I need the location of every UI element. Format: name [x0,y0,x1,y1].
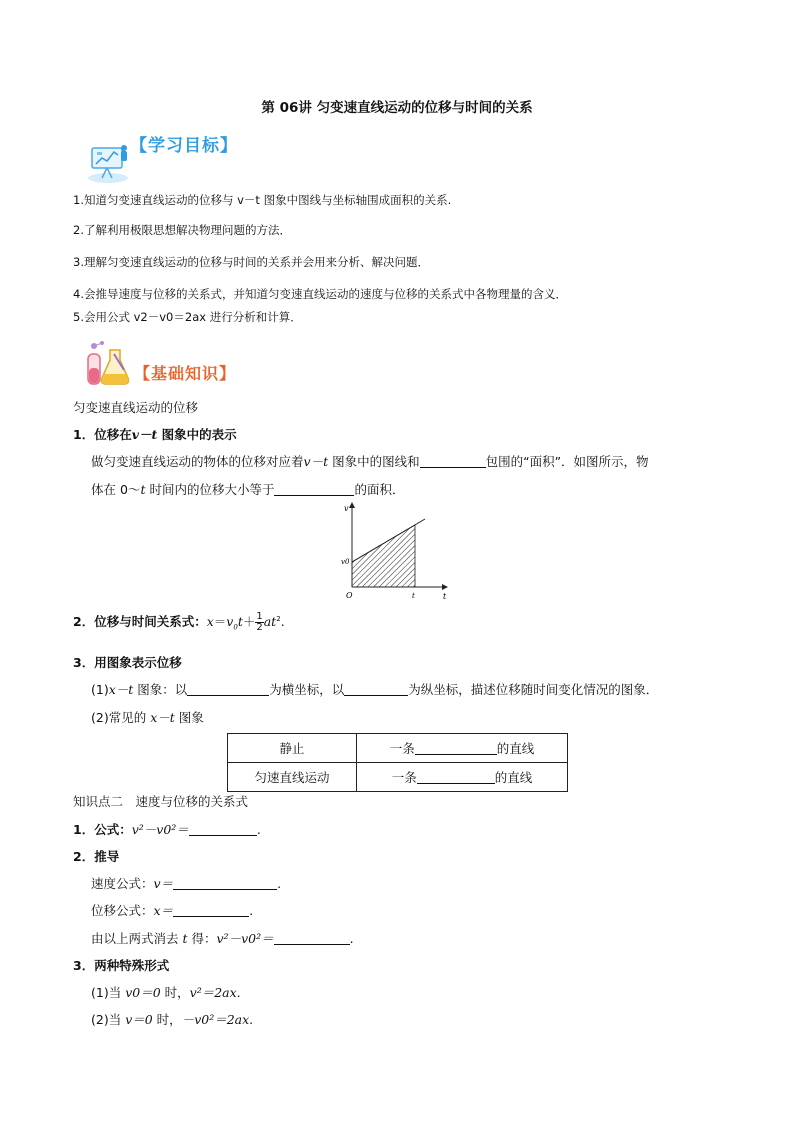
goal-item-1: 1.知道匀变速直线运动的位移与 v－t 图象中图线与坐标轴围成面积的关系. [73,193,452,207]
fraction-one-half: $\frac{1}{2}$ [256,611,263,633]
goal-item-2: 2.了解利用极限思想解决物理问题的方法． [73,223,291,237]
point-3-line-1: (1)x－t 图象：以 为横坐标，以 为纵坐标，描述位移随时间变化情况的图象． [91,682,659,697]
goal-item-5: 5.会用公式 v2－v0＝2ax 进行分析和计算． [73,310,302,324]
v-axis-label: v [344,504,349,513]
blank-formula [189,823,257,836]
knowledge-point-2-heading: 知识点二 速度与位移的关系式 [73,794,249,809]
table-cell-desc: 一条 的直线 [357,734,568,763]
displacement-formula-line: 位移公式：x＝ . [91,903,254,918]
point-1-line-2: 体在 0～t 时间内的位移大小等于 的面积． [91,482,405,497]
table-row [228,763,568,792]
point-3-line-2: (2)常见的 x－t 图象 [91,710,204,725]
velocity-formula-line: 速度公式：v＝ . [91,876,282,891]
table-row [228,734,568,763]
blank-horizontal-axis [187,683,269,696]
v0-label: v0 [341,558,350,566]
origin-label: O [346,591,353,600]
special-form-1: (1)当 v0＝0 时，v²＝2ax. [91,985,241,1000]
blank-boundary [420,455,486,468]
point-1-line-1: 做匀变速直线运动的物体的位移对应着v－t 图象中的图线和 包围的“面积”．如图所示，物 [91,454,649,469]
page-title: 第 06讲 匀变速直线运动的位移与时间的关系 [261,100,533,116]
presentation-board-icon [86,140,130,184]
flask-icon [84,340,132,388]
table-cell-state: 匀速直线运动 [228,763,357,792]
vt-graph-figure [330,500,460,605]
table-cell-state: 静止 [228,734,357,763]
special-form-2: (2)当 v＝0 时，－v0²＝2ax. [91,1012,254,1027]
blank-area [274,483,354,496]
point-3-heading: 3．用图象表示位移 [73,655,182,670]
derivation-heading: 2．推导 [73,849,120,864]
blank-velocity [173,877,277,890]
t-axis-label: t [443,592,447,601]
t-mark-label: t [412,592,415,600]
formula-line: 1．公式：v²－v0²＝ . [73,822,261,837]
blank-eliminated [274,932,350,945]
special-forms-heading: 3．两种特殊形式 [73,958,170,973]
eliminate-t-line: 由以上两式消去 t 得：v²－v0²＝ . [91,931,354,946]
point-2-line: 2．位移与时间关系式：$x=v_0t+$ $\frac{1}{2}$ $at^2$. [73,611,285,633]
xt-graph-table [227,733,568,792]
learning-goals-badge: 【学习目标】 [130,136,238,156]
blank-vertical-axis [344,683,408,696]
goal-item-3: 3.理解匀变速直线运动的位移与时间的关系并会用来分析、解决问题． [73,255,429,269]
table-cell-desc: 一条 的直线 [357,763,568,792]
blank-displacement [173,904,249,917]
basic-knowledge-badge: 【基础知识】 [134,364,237,383]
point-1-heading: 1．位移在v－t 图象中的表示 [73,427,237,442]
goal-item-4: 4.会推导速度与位移的关系式，并知道匀变速直线运动的速度与位移的关系式中各物理量的含义． [73,287,567,301]
section-heading-displacement: 匀变速直线运动的位移 [73,400,199,415]
